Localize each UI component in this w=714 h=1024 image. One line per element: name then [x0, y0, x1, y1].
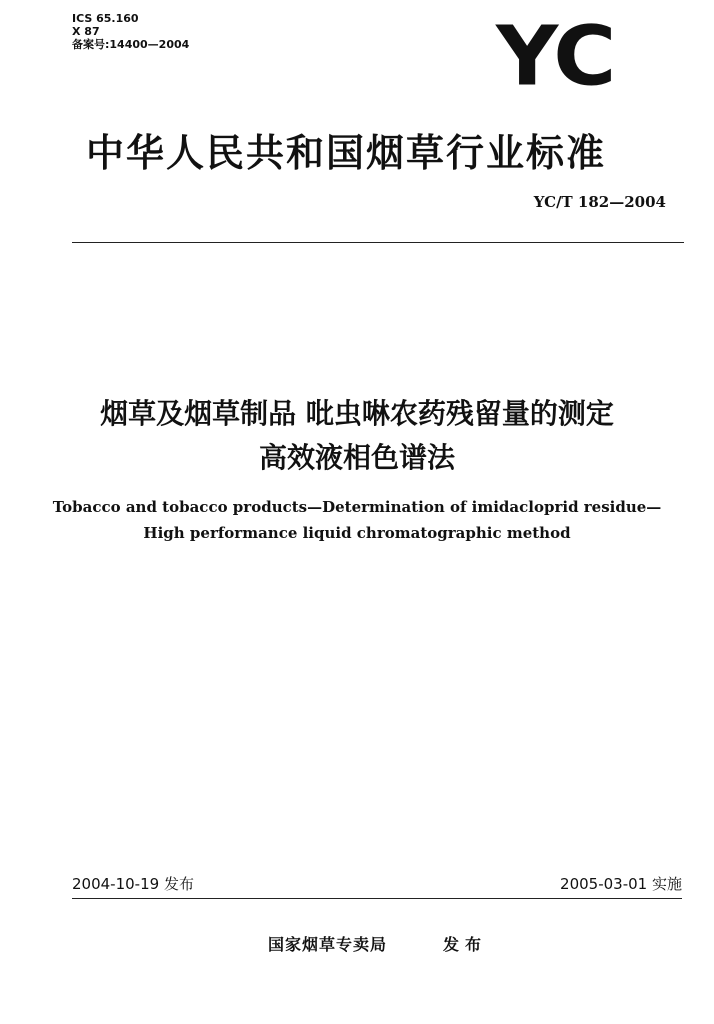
classification-block [72, 12, 189, 51]
english-title-line-2: High performance liquid chromatographic method [143, 524, 571, 542]
class-code: X 87 [72, 25, 100, 38]
english-title-line-1: Tobacco and tobacco products—Determination of imidacloprid residue— [52, 498, 662, 516]
chinese-title-line-2: 高效液相色谱法 [258, 441, 455, 474]
effective-date: 2005-03-01 实施 [560, 875, 682, 893]
header-divider [72, 242, 684, 243]
chinese-title-line-1: 烟草及烟草制品 吡虫啉农药残留量的测定 [100, 397, 614, 430]
issuing-organization-heading: 中华人民共和国烟草行业标准 [86, 131, 607, 175]
publisher-name: 国家烟草专卖局 [268, 935, 388, 954]
ics-code: ICS 65.160 [72, 12, 139, 25]
filing-number: 备案号:14400—2004 [72, 38, 190, 51]
standard-code: YC/T 182—2004 [533, 193, 666, 211]
issue-date: 2004-10-19 发布 [72, 875, 194, 893]
publish-label: 发布 [443, 935, 488, 954]
footer-divider [72, 898, 682, 899]
yc-logo: YC [496, 9, 615, 105]
